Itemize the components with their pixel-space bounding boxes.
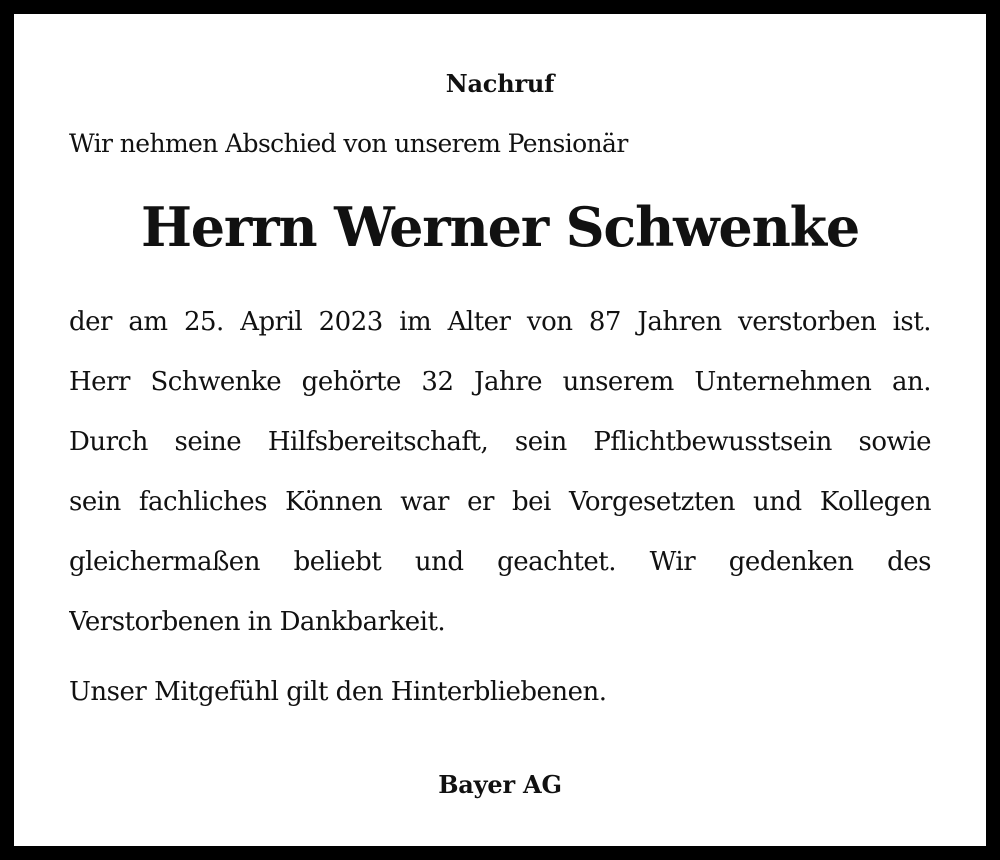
- intro-text: Wir nehmen Abschied von unserem Pensionär: [69, 129, 628, 158]
- body-line: Herr Schwenke gehörte 32 Jahre unserem Unternehmen an.: [69, 367, 931, 397]
- obituary-body: [69, 292, 931, 652]
- sympathy-text: Unser Mitgefühl gilt den Hinterbliebenen.: [69, 677, 607, 707]
- body-line: Verstorbenen in Dankbarkeit.: [69, 607, 446, 637]
- body-line: Durch seine Hilfsbereitschaft, sein Pflichtbewusstsein sowie: [69, 427, 931, 457]
- deceased-name: Herrn Werner Schwenke: [140, 195, 860, 259]
- body-line: gleichermaßen beliebt und geachtet. Wir gedenken des: [69, 547, 931, 577]
- body-line: der am 25. April 2023 im Alter von 87 Jahren verstorben ist.: [69, 307, 931, 337]
- notice-heading: Nachruf: [445, 69, 555, 98]
- company-signature: Bayer AG: [438, 770, 562, 799]
- body-line: sein fachliches Können war er bei Vorgesetzten und Kollegen: [69, 487, 931, 517]
